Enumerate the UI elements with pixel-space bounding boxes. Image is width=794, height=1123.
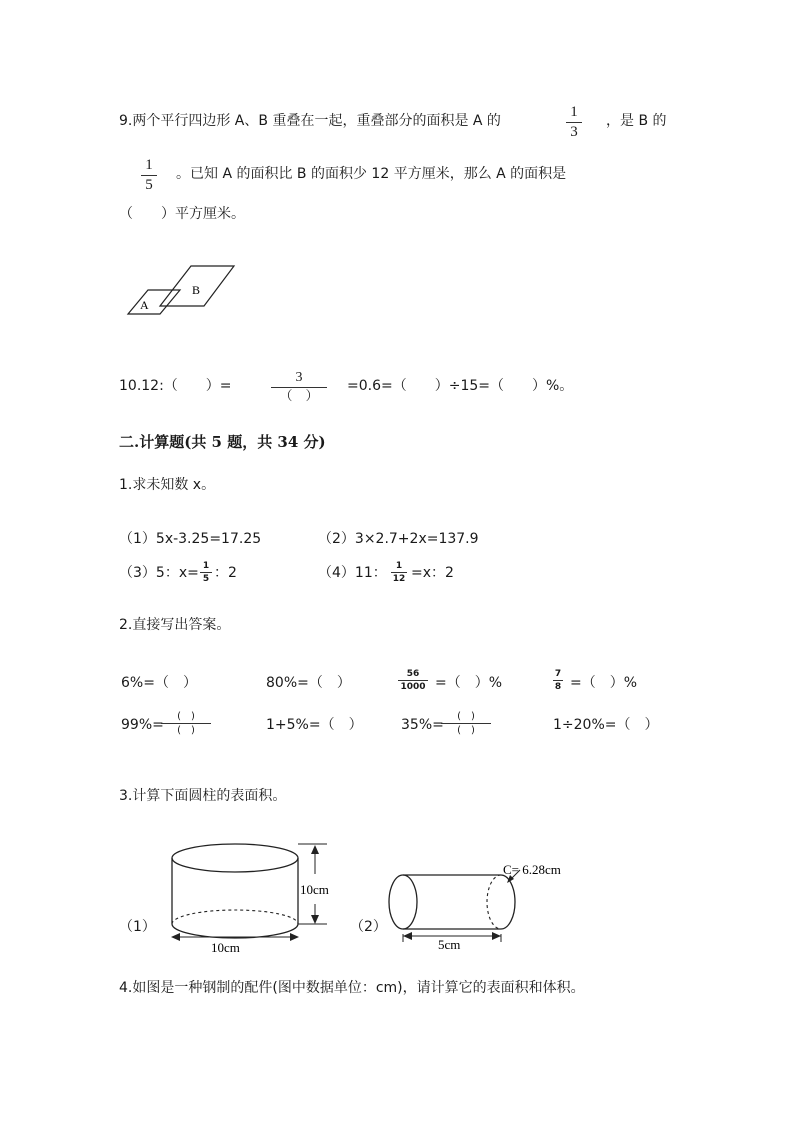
c2-r1c4-right: =（ ）% — [570, 675, 638, 691]
fraction-bar — [553, 680, 563, 681]
c1-eq3-right: ：2 — [214, 565, 237, 581]
c1-eq3-left: （3）5：x= — [119, 565, 199, 581]
fraction-denominator: 8 — [554, 682, 562, 692]
c1-title: 1.求未知数 x。 — [119, 477, 216, 493]
q10-fraction — [271, 370, 327, 405]
cylinder2-label: （2） — [350, 919, 387, 935]
fraction-bar — [441, 723, 491, 724]
fraction-denominator: 12 — [392, 574, 406, 584]
fraction-denominator: ( ) — [457, 725, 475, 736]
q9-text-line1a: 9.两个平行四边形 A、B 重叠在一起，重叠部分的面积是 A 的 — [119, 113, 501, 129]
fraction-numerator: 1 — [570, 104, 578, 120]
cylinder2-length-label: 5cm — [438, 937, 461, 952]
label-a: A — [140, 298, 149, 312]
fraction-bar — [161, 723, 211, 724]
c2-r2c3-left: 35%= — [401, 717, 444, 733]
label-b: B — [192, 283, 201, 297]
c2-r2c4: 1÷20%=（ ） — [553, 717, 659, 733]
q9-fraction-one-fifth — [141, 157, 157, 194]
fraction-bar — [566, 122, 582, 123]
fraction-numerator: 1 — [145, 157, 153, 173]
c2-r1c2: 80%=（ ） — [266, 675, 351, 691]
q9-text-line2: 。已知 A 的面积比 B 的面积少 12 平方厘米，那么 A 的面积是 — [176, 166, 567, 182]
q9-text-line3: （ ）平方厘米。 — [119, 206, 245, 222]
cylinder2-figure — [387, 858, 572, 950]
fraction-bar — [141, 175, 157, 176]
q9-text-line1b: ，是 B 的 — [606, 113, 667, 129]
section-title: 二.计算题(共 5 题，共 34 分) — [119, 433, 326, 451]
fraction-numerator: 3 — [295, 370, 303, 385]
c1-eq1: （1）5x-3.25=17.25 — [119, 531, 262, 547]
q10-text-part2: =0.6=（ ）÷15=（ ）%。 — [347, 378, 574, 394]
fraction-denominator: ( ) — [177, 725, 195, 736]
c1-eq2: （2）3×2.7+2x=137.9 — [318, 531, 479, 547]
c1-eq4-right: =x：2 — [411, 565, 454, 581]
c2-r2c3-fraction — [441, 711, 491, 736]
fraction-denominator: 3 — [570, 124, 578, 140]
fraction-bar — [398, 680, 428, 681]
c1-eq4-left: （4）11： — [318, 565, 387, 581]
fraction-numerator: ( ) — [177, 711, 195, 722]
cylinder1-height-label: 10cm — [300, 882, 329, 897]
fraction-numerator: 7 — [554, 669, 562, 679]
fraction-denominator: 1000 — [400, 682, 426, 692]
fraction-bar — [271, 387, 327, 388]
q10-text-part1: 10.12:（ ）= — [119, 378, 232, 394]
cylinder1-figure — [165, 842, 370, 954]
c4-title: 4.如图是一种钢制的配件(图中数据单位：cm)，请计算它的表面积和体积。 — [119, 980, 585, 996]
c2-r1c3-fraction — [398, 669, 428, 692]
c3-title: 3.计算下面圆柱的表面积。 — [119, 788, 287, 804]
c2-title: 2.直接写出答案。 — [119, 617, 231, 633]
fraction-denominator: 5 — [145, 177, 153, 193]
fraction-numerator: ( ) — [457, 711, 475, 722]
fraction-bar — [391, 572, 407, 573]
c1-eq3-fraction — [200, 561, 212, 584]
fraction-numerator: 56 — [406, 669, 420, 679]
parallelogram-a — [128, 290, 180, 314]
c2-r2c2: 1+5%=（ ） — [266, 717, 363, 733]
q9-fraction-one-third — [566, 104, 582, 141]
c2-r1c4-fraction — [553, 669, 563, 692]
fraction-denominator: 5 — [202, 574, 210, 584]
fraction-numerator: 1 — [202, 561, 210, 571]
fraction-numerator: 1 — [395, 561, 403, 571]
fraction-bar — [200, 572, 212, 573]
parallelogram-figure — [126, 264, 238, 316]
cylinder2-circumference-label: C= 6.28cm — [503, 862, 561, 877]
c2-r2c1-fraction — [161, 711, 211, 736]
cylinder1-label: （1） — [119, 919, 156, 935]
cylinder1-diameter-label: 10cm — [211, 940, 240, 955]
c2-r2c1-left: 99%= — [121, 717, 164, 733]
c1-eq4-fraction — [391, 561, 407, 584]
c2-r1c1: 6%=（ ） — [121, 675, 197, 691]
c2-r1c3-right: =（ ）% — [435, 675, 503, 691]
fraction-denominator: （ ） — [279, 389, 319, 404]
